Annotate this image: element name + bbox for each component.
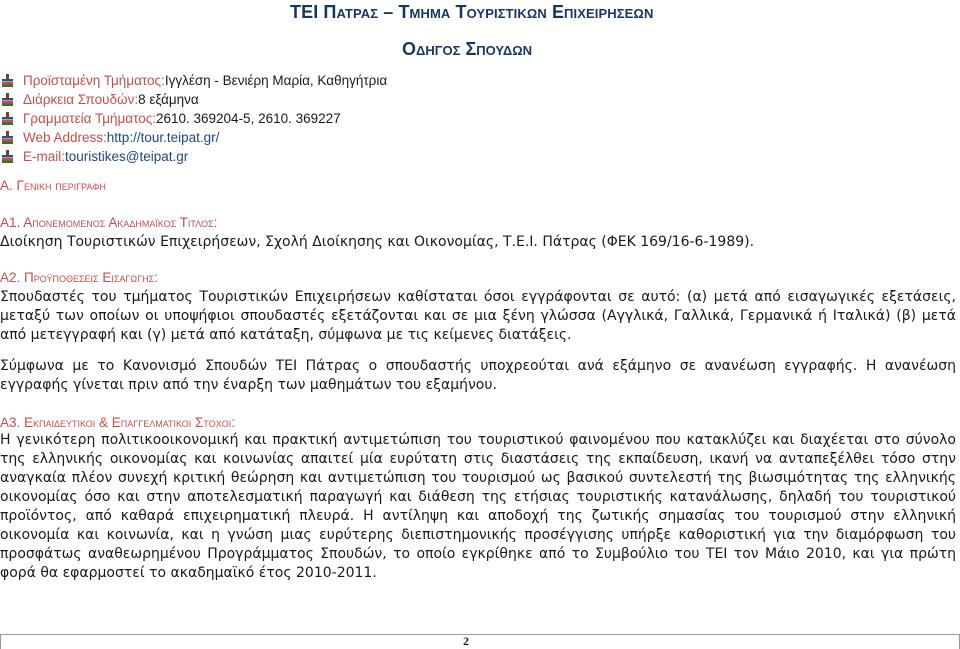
info-value-head: Ιγγλέση - Βενιέρη Μαρία, Καθηγήτρια (164, 73, 388, 88)
info-label-email: E-mail: (23, 149, 66, 164)
info-label-web: Web Address: (23, 130, 107, 145)
book-stack-icon (2, 150, 13, 163)
info-label-secretariat: Γραμματεία Τμήματος: (23, 111, 156, 126)
info-item-secretariat (2, 109, 387, 128)
section-a-heading: Α. Γενικη περιγραφη (0, 178, 106, 193)
section-a1-heading: Α1. Απονεμομενος Ακαδημαϊκος Τιτλος: (0, 215, 218, 230)
info-value-secretariat: 2610. 369204-5, 2610. 369227 (155, 111, 341, 126)
web-address-link[interactable]: http://tour.teipat.gr/ (106, 130, 220, 145)
page-number: 2 (463, 634, 469, 648)
section-a3-heading: Α3. Εκπαιδευτικοι & Επαγγελματικοι Στοχοι: (0, 415, 235, 430)
section-a3-text: Η γενικότερη πολιτικοοικονομική και πρακτική αντιμετώπιση του τουριστικού φαινομένου που κατακλύζει και διαχέεται στο σύνολο της ελληνικής οικονομίας και κοινωνίας απαιτεί μία ευρύτατη στις διαστάσεις της εκπαίδευση, ικανή να ανταπεξέλθει τόσο στην αναγκαία πλέον συνεχή κριτική θεώρηση και αντιμετώπιση του τουρισμού ως βασικού συντελεστή της βιωσιμότητας της ελληνικής οικονομίας όσο και στην αποτελεσματική παραγωγή και διάθεση της ετήσιας τουριστικής κατανάλωσης, δηλαδή του τουριστικού προϊόντος, από καθαρά επιχειρηματική πλευρά. Η αντίληψη και αποδοχή της ζωτικής σημασίας του τουρισμού στην ελληνική οικονομία και κοινωνία, και η γνώση μιας ευρύτερης διεπιστημονικής προσέγγισης υπήρξε καθοριστική για την διαμόρφωση του προσφάτως αναθεωρημένου Προγράμματος Σπουδών, το οποίο εγκρίθηκε από το Συμβούλιο του ΤΕΙ τον Μάιο 2010, και για πρώτη φορά θα εφαρμοστεί το ακαδημαϊκό έτος 2010-2011. (0, 432, 956, 581)
book-stack-icon (2, 74, 13, 87)
email-link[interactable]: touristikes@teipat.gr (65, 149, 189, 164)
info-item-head (2, 71, 387, 90)
page-footer-frame (0, 634, 960, 649)
info-label-duration: Διάρκεια Σπουδών: (23, 92, 139, 107)
document-title: ΤΕΙ Πατρασ – Τμημα Τουριστικων Επιχειρησεων (290, 2, 654, 22)
book-stack-icon (2, 112, 13, 125)
info-label-head: Προϊσταμένη Τμήματος: (23, 73, 165, 88)
info-value-duration: 8 εξάμηνα (138, 92, 199, 107)
section-a2-paragraph-2: Σύμφωνα με το Κανονισμό Σπουδών ΤΕΙ Πάτρας ο σπουδαστής υποχρεούται ανά εξάμηνο σε ανανέωση εγγραφής. Η ανανέωση εγγραφής γίνεται πριν από την έναρξη των μαθημάτων του εξαμήνου. (0, 358, 956, 393)
document-subtitle: Οδηγος Σπουδων (402, 39, 533, 59)
section-a2-heading: Α2. Προϋποθεσεις Εισαγωγης: (0, 270, 158, 285)
book-stack-icon (2, 93, 13, 106)
info-item-web (2, 128, 387, 147)
department-info-list (2, 71, 387, 166)
section-a1-text: Διοίκηση Τουριστικών Επιχειρήσεων, Σχολή Διοίκησης και Οικονομίας, Τ.Ε.Ι. Πάτρας (ΦΕΚ 169/16-6-1989). (0, 234, 755, 250)
book-stack-icon (2, 131, 13, 144)
section-a2-paragraph-1: Σπουδαστές του τμήματος Τουριστικών Επιχειρήσεων καθίσταται όσοι εγγράφονται σε αυτό: (α) μετά από εισαγωγικές εξετάσεις, μεταξύ των οποίων οι υποψήφιοι σπουδαστές εξετάζονται και σε μια ξένη γλώσσα (Αγγλικά, Γαλλικά, Γερμανικά ή Ιταλικά) (β) μετά από μετεγγραφή και (γ) μετά από κατάταξη, σύμφωνα με τις κείμενες διατάξεις. (0, 289, 956, 343)
info-item-duration (2, 90, 387, 109)
info-item-email (2, 147, 387, 166)
